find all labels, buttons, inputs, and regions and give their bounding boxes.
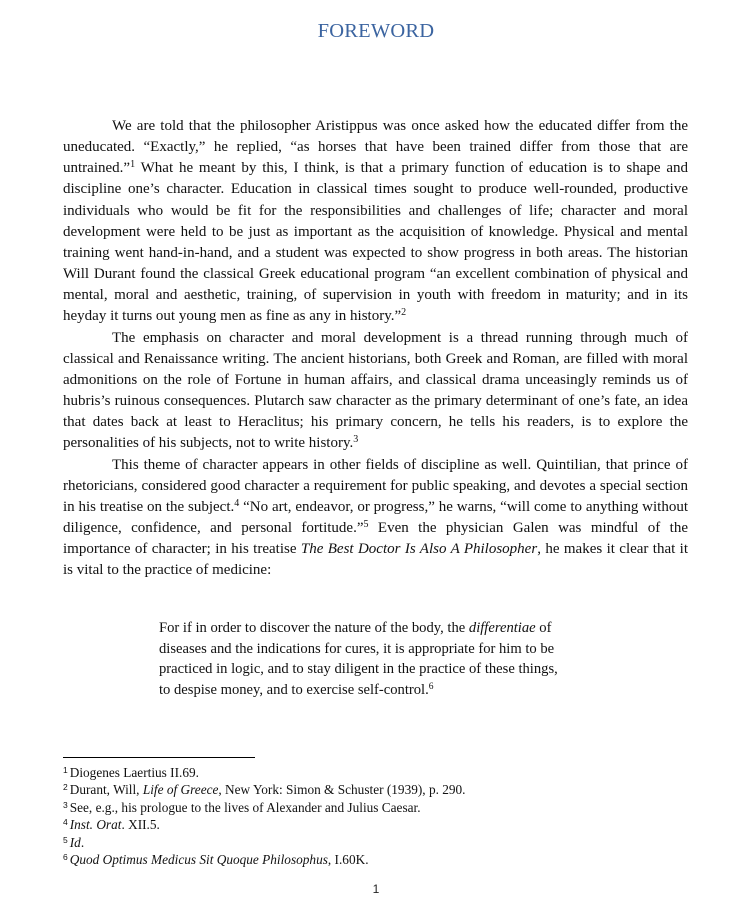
- italic-text: Quod Optimus Medicus Sit Quoque Philosophus: [69, 852, 328, 868]
- footnote: $^4$ Inst. Orat. XII.5.: [63, 817, 160, 833]
- footnote-number: 6: [63, 852, 68, 863]
- footnote: $^1$ Diogenes Laertius II.69.: [63, 765, 199, 780]
- footnote-number: 4: [63, 817, 68, 828]
- body-text: [63, 116, 688, 581]
- footnote-ref: 2: [401, 307, 407, 319]
- italic-text: Inst. Orat: [69, 817, 122, 833]
- page-title: FOREWORD: [317, 20, 435, 42]
- footnote: $^3$ See, e.g., his prologue to the lives of Alexander and Julius Caesar.: [63, 799, 421, 815]
- paragraph: The emphasis on character and moral development is a thread running through much of classical and Renaissance writing. The ancient historians, both Greek and Roman, are filled with moral admonitions on the role of Fortune in human affairs, and classical drama unceasingly reminds us of hubris’s ruinous consequences. Plutarch saw character as the primary determinant of one’s fate, an idea that dates back at least to Heraclitus; his primary concern, he tells his readers, is to explore the personalities of his subjects, not to write history.$^3$: [63, 329, 688, 452]
- paragraph: This theme of character appears in other fields of discipline as well. Quintilian, that prince of rhetoricians, considered good character a requirement for public speaking, and devotes a special section in his treatise on the subject.$^4$ “No art, endeavor, or progress,” he warns, “will come to anything without diligence, confidence, and personal fortitude.”$^5$ Even the physician Galen was mindful of the importance of character; in his treatise The Best Doctor Is Also A Philosopher, he makes it clear that it is vital to the practice of medicine:: [63, 456, 689, 579]
- block-quote: [159, 618, 599, 700]
- footnotes: [63, 764, 703, 868]
- quote-line: For if in order to discover the nature of the body, the differentiae of: [159, 620, 552, 636]
- footnote-ref: 3: [353, 434, 359, 446]
- footnote-number: 3: [63, 799, 68, 810]
- italic-text: The Best Doctor Is Also A Philosopher: [300, 541, 538, 558]
- footnote: $^6$ Quod Optimus Medicus Sit Quoque Philosophus, I.60K.: [63, 852, 369, 868]
- footnote: $^5$ Id.: [63, 834, 85, 850]
- footnote-ref: 6: [428, 681, 434, 692]
- footnote-ref: 1: [130, 159, 136, 171]
- footnote-ref: 4: [234, 497, 240, 509]
- italic-text: Id: [69, 834, 81, 850]
- footnote-number: 5: [63, 834, 68, 845]
- quote-line: to despise money, and to exercise self-control.$^6$: [159, 681, 434, 698]
- footnote-number: 1: [63, 765, 68, 775]
- quote-line: diseases and the indications for cures, it is appropriate for him to be: [159, 640, 555, 657]
- italic-text: differentiae: [468, 620, 536, 636]
- paragraph: We are told that the philosopher Aristippus was once asked how the educated differ from the uneducated. “Exactly,” he replied, “as horses that have been trained differ from those that are untrained.”$^1$ What he meant by this, I think, is that a primary function of education is to shape and discipline one’s character. Education in classical times sought to produce well-rounded, productive individuals who would be fit for the responsibilities and challenges of life; character and moral development were held to be just as important as the acquisition of knowledge. Physical and mental training went hand-in-hand, and a student was expected to show progress in both areas. The historian Will Durant found the classical Greek educational program “an excellent combination of physical and mental, moral and aesthetic, training, of supervision in youth with freedom in maturity; and in its heyday it turns out young men as fine as any in history.”$^2$: [63, 118, 688, 325]
- footnote-ref: 5: [363, 518, 369, 530]
- page-number: 1: [372, 882, 380, 896]
- footnote: $^2$ Durant, Will, Life of Greece, New York: Simon & Schuster (1939), p. 290.: [63, 782, 466, 798]
- quote-line: practiced in logic, and to stay diligent in the practice of these things,: [159, 661, 558, 678]
- footnote-separator: [63, 757, 255, 758]
- footnote-number: 2: [63, 782, 68, 793]
- italic-text: Life of Greece: [142, 782, 219, 798]
